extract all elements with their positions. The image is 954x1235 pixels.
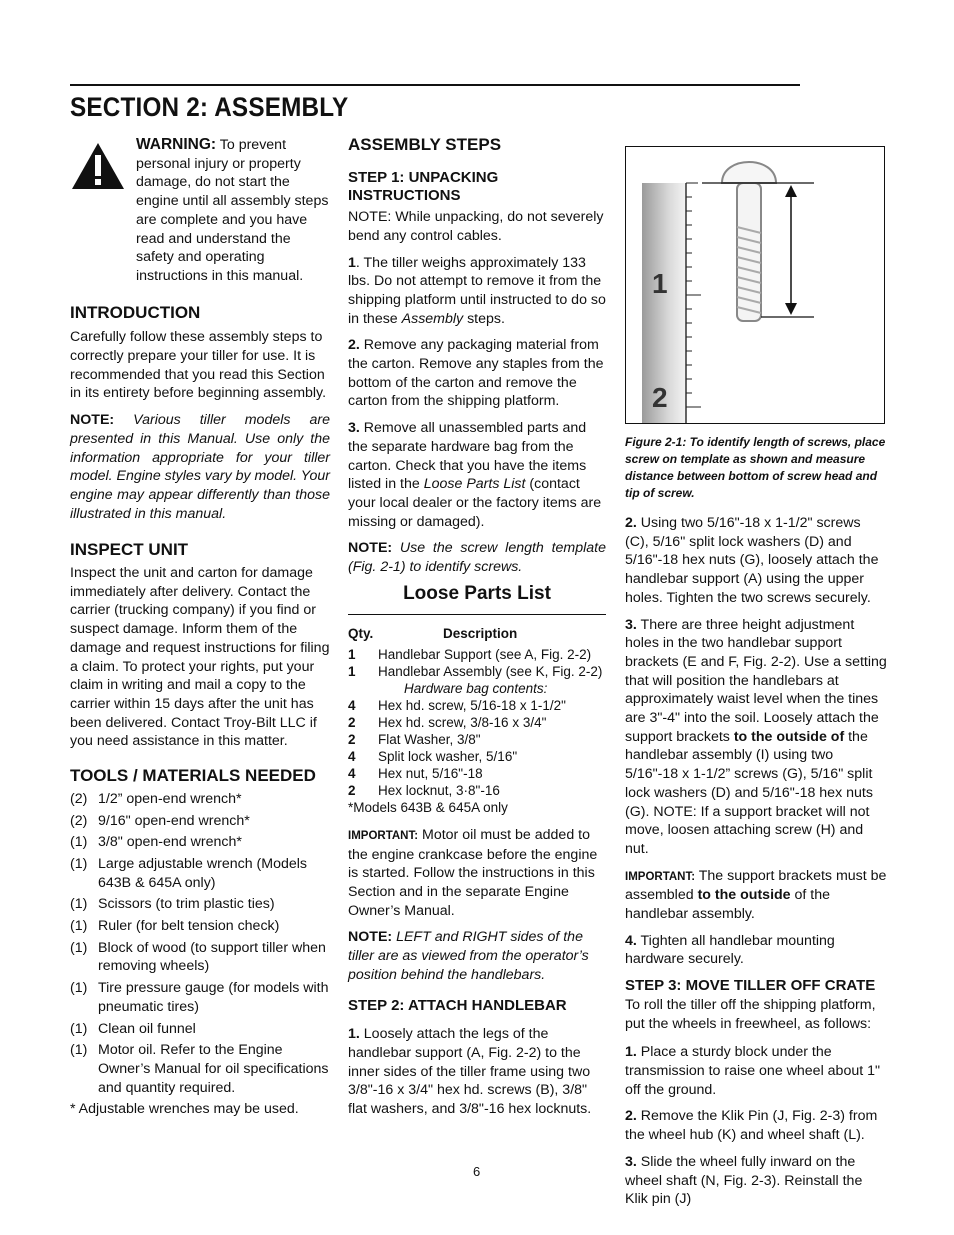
- step-number: 2.: [625, 515, 637, 531]
- tool-qty: (1): [70, 855, 88, 872]
- part-desc: Split lock washer, 5/16": [378, 749, 518, 765]
- step-text: Slide the wheel fully inward on the wheel shaft (N, Fig. 2-3). Reinstall the Klik pin (J): [625, 1153, 863, 1208]
- tools-list: [70, 790, 330, 1098]
- note-label: NOTE:: [70, 412, 115, 429]
- step3-intro: To roll the tiller off the shipping platform, put the wheels in freewheel, as follows:: [625, 996, 876, 1032]
- tool-qty: (1): [70, 918, 88, 935]
- step-number: 1: [348, 254, 356, 271]
- column-right: [625, 146, 887, 1217]
- tool-qty: (1): [70, 939, 88, 956]
- part-desc: Hex locknut, 3·8"-16: [378, 783, 500, 799]
- screw-template-figure: [625, 146, 885, 424]
- step1-para-2: [348, 336, 606, 411]
- step3-para-1: [625, 1043, 887, 1099]
- step-text: Tighten all handlebar mounting hardware securely.: [625, 932, 835, 968]
- step-number: 4.: [625, 932, 637, 949]
- step-text: (contact your local dealer or the factory items are missing or damaged).: [348, 476, 602, 530]
- step-number: 3.: [348, 420, 360, 437]
- important-text: Motor oil must be added to the engine crankcase before the engine is started. Follow the instructions in this Section and in the separate Engine Owner’s Manual.: [348, 826, 598, 919]
- important-text: of the handlebar assembly.: [625, 887, 831, 923]
- step2-para-2: [625, 514, 887, 608]
- tool-text: Large adjustable wrench (Models 643B & 645A only): [98, 855, 307, 891]
- step1-para-1: [348, 254, 606, 329]
- note-text: Various tiller models are presented in this Manual. Use only the information appropriate for your tiller model. Engine styles vary by model. Your engine may appear differently than those illustrated in this manual.: [70, 412, 330, 522]
- list-item: [70, 833, 330, 852]
- assembly-heading: ASSEMBLY STEPS: [348, 135, 502, 154]
- left-right-note: [348, 928, 606, 984]
- step2-heading: STEP 2: ATTACH HANDLEBAR: [348, 996, 567, 1014]
- qty-column-header: Qty.: [348, 626, 374, 642]
- step-text: Remove the Klik Pin (J, Fig. 2-3) from the wheel hub (K) and wheel shaft (L).: [625, 1108, 878, 1144]
- screw-template-note: [348, 539, 606, 576]
- note-text: Use the screw length template (Fig. 2-1) to identify screws.: [348, 540, 606, 576]
- tool-text: Clean oil funnel: [98, 1020, 196, 1037]
- list-item: [70, 979, 330, 1016]
- part-qty: 4: [348, 749, 356, 765]
- step1-para-3: [348, 419, 606, 531]
- list-item: [70, 812, 330, 831]
- tool-qty: (1): [70, 980, 88, 997]
- step3-heading: STEP 3: MOVE TILLER OFF CRATE: [625, 977, 876, 995]
- list-item: [70, 939, 330, 976]
- important-text: The support brackets must be assembled: [625, 867, 887, 904]
- step1-heading: STEP 1: UNPACKING INSTRUCTIONS: [348, 168, 499, 205]
- step-number: 2.: [625, 1108, 637, 1125]
- part-desc: Flat Washer, 3/8": [378, 732, 481, 748]
- warning-triangle-icon: [70, 141, 126, 191]
- important-label: IMPORTANT:: [625, 870, 696, 883]
- table-row: [348, 782, 606, 799]
- part-qty: 4: [348, 766, 356, 782]
- tool-qty: (1): [70, 1020, 88, 1037]
- step-text: Remove any packaging material from the carton. Remove any staples from the bottom of the carton and remove the carton from the shipping platform.: [348, 337, 604, 410]
- table-row: [348, 646, 606, 663]
- note-label: NOTE:: [348, 929, 393, 946]
- step-text: Loosely attach the legs of the handlebar support (A, Fig. 2-2) to the inner sides of the tiller frame using two 3/8"-16 x 3/4" hex hd. screws (B), 3/8" flat washers, and 3/8"-16 hex locknuts.: [348, 1026, 592, 1118]
- table-row: [348, 663, 606, 680]
- step-number: 2.: [348, 337, 360, 354]
- introduction-text: Carefully follow these assembly steps to correctly prepare your tiller for use. It is recommended that you read this Section in its entirety before beginning assembly.: [70, 329, 327, 402]
- step-bold: to the outside of: [733, 728, 845, 745]
- warning-block: [70, 136, 330, 286]
- step-number: 1.: [348, 1026, 360, 1043]
- step-text: . The tiller weighs approximately 133 lbs. Do not attempt to remove it from the shipping platform until instructed to do so in these: [348, 254, 606, 327]
- tool-text: Block of wood (to support tiller when removing wheels): [98, 939, 326, 975]
- part-qty: 4: [348, 698, 356, 714]
- step-emphasis: Assembly: [401, 310, 464, 327]
- step3-para-2: [625, 1107, 887, 1144]
- part-desc: Hex hd. screw, 3/8-16 x 3/4": [378, 715, 547, 731]
- ruler-mark-2: 2: [652, 382, 668, 413]
- loose-parts-header-row: [348, 625, 606, 644]
- top-rule: [70, 84, 800, 86]
- column-left: [70, 136, 330, 1119]
- part-qty: 2: [348, 732, 356, 748]
- step-text: the handlebar assembly (I) using two 5/16"-18 x 1-1/2” screws (G), 5/16" split lock washers (D) and 5/16"-18 hex nuts (G). NOTE: If a support bracket will not move, loosen attaching screw (H) and nut.: [625, 728, 873, 857]
- tool-text: 1/2” open-end wrench*: [98, 790, 242, 807]
- table-row: [348, 765, 606, 782]
- introduction-note: [70, 411, 330, 523]
- part-desc: Hex nut, 5/16"-18: [378, 766, 483, 782]
- step-number: 3.: [625, 616, 637, 633]
- tools-footnote: * Adjustable wrenches may be used.: [70, 1101, 299, 1118]
- warning-text: To prevent personal injury or property damage, do not start the engine until all assembly steps are complete and you have read and understand the safety and operating instructions in this manual.: [136, 137, 329, 284]
- step-text: There are three height adjustment holes in the two handlebar support brackets (E and F, Fig. 2-2). Use a setting that will position the handlebars at approximately waist level when the tines are 3"-4" into the soil. Loosely attach the support brackets: [625, 616, 887, 745]
- tool-text: Scissors (to trim plastic ties): [98, 896, 275, 913]
- inspect-text: Inspect the unit and carton for damage immediately after delivery. Contact the carrier (trucking company) if you find or suspect damage. Inform them of the damage and request instructions for filing a claim. To protect your rights, put your claim in writing and mail a copy to the carrier within 15 days after the unit has been delivered. Contact Troy-Bilt LLC if you need assistance in this matter.: [70, 565, 330, 750]
- warning-label: WARNING:: [136, 136, 217, 153]
- part-qty: 2: [348, 715, 356, 731]
- loose-parts-heading: Loose Parts List: [403, 582, 551, 604]
- important-oil: [348, 826, 606, 921]
- hardware-subheading: Hardware bag contents:: [404, 681, 548, 697]
- note-text: LEFT and RIGHT sides of the tiller are as viewed from the operator’s position behind the handlebars.: [348, 929, 589, 983]
- page-title: SECTION 2: ASSEMBLY: [70, 92, 349, 122]
- step-text: steps.: [463, 310, 505, 327]
- tool-qty: (2): [70, 812, 88, 829]
- list-item: [70, 1020, 330, 1039]
- figure-caption: Figure 2-1: To identify length of screws, place screw on template as shown and measure distance between bottom of screw head and tip of screw.: [625, 435, 886, 500]
- note-label: NOTE:: [348, 540, 393, 557]
- tool-text: Ruler (for belt tension check): [98, 918, 280, 935]
- tool-text: Motor oil. Refer to the Engine Owner’s Manual for oil specifications and quantity required.: [98, 1042, 329, 1096]
- divider: [348, 614, 606, 615]
- page-number: 6: [473, 1164, 481, 1179]
- part-desc: Handlebar Support (see A, Fig. 2-2): [378, 647, 592, 663]
- list-item: [70, 855, 330, 892]
- introduction-heading: INTRODUCTION: [70, 302, 201, 322]
- tool-qty: (1): [70, 896, 88, 913]
- tool-qty: (1): [70, 834, 88, 851]
- step3-para-3: [625, 1153, 887, 1209]
- list-item: [70, 895, 330, 914]
- important-label: IMPORTANT:: [348, 829, 419, 842]
- tools-heading: TOOLS / MATERIALS NEEDED: [70, 766, 316, 786]
- part-desc: Handlebar Assembly (see K, Fig. 2-2): [378, 664, 603, 680]
- important-bold: to the outside: [697, 887, 791, 904]
- step-number: 1.: [625, 1044, 637, 1061]
- part-qty: 2: [348, 783, 356, 799]
- table-row: [348, 714, 606, 731]
- tool-text: 9/16" open-end wrench*: [98, 812, 250, 829]
- list-item: [70, 917, 330, 936]
- table-row: [348, 748, 606, 765]
- tool-qty: (2): [70, 790, 88, 807]
- step-text: Remove all unassembled parts and the separate hardware bag from the carton. Check that you have the items listed in the: [348, 420, 587, 493]
- part-qty: 1: [348, 664, 356, 680]
- ruler-mark-1: 1: [652, 268, 668, 299]
- list-item: [70, 1041, 330, 1097]
- loose-parts-footnote: *Models 643B & 645A only: [348, 800, 508, 816]
- step1-note: NOTE: While unpacking, do not severely bend any control cables.: [348, 209, 604, 244]
- column-middle: [348, 136, 606, 1127]
- table-row: [348, 697, 606, 714]
- part-desc: Hex hd. screw, 5/16-18 x 1-1/2": [378, 698, 566, 714]
- tool-text: Tire pressure gauge (for models with pneumatic tires): [98, 980, 329, 1015]
- description-column-header: Description: [443, 626, 518, 642]
- inspect-heading: INSPECT UNIT: [70, 540, 189, 560]
- step2-para-3: [625, 616, 887, 859]
- step-text: Place a sturdy block under the transmission to raise one wheel about 1" off the ground.: [625, 1044, 881, 1098]
- important-brackets: [625, 867, 887, 924]
- step-text: Using two 5/16"-18 x 1-1/2" screws (C), 5/16" split lock washers (D) and 5/16"-18 hex nuts (G), loosely attach the handlebar support (A) using the upper holes. Tighten the two screws securely.: [625, 515, 879, 606]
- step-emphasis: Loose Parts List: [423, 476, 526, 493]
- step2-para-1: [348, 1025, 606, 1119]
- step2-para-4: [625, 932, 887, 969]
- part-qty: 1: [348, 647, 356, 663]
- step-number: 3.: [625, 1153, 637, 1170]
- list-item: [70, 790, 330, 809]
- tool-text: 3/8" open-end wrench*: [98, 834, 242, 851]
- tool-qty: (1): [70, 1042, 88, 1059]
- table-row: [348, 731, 606, 748]
